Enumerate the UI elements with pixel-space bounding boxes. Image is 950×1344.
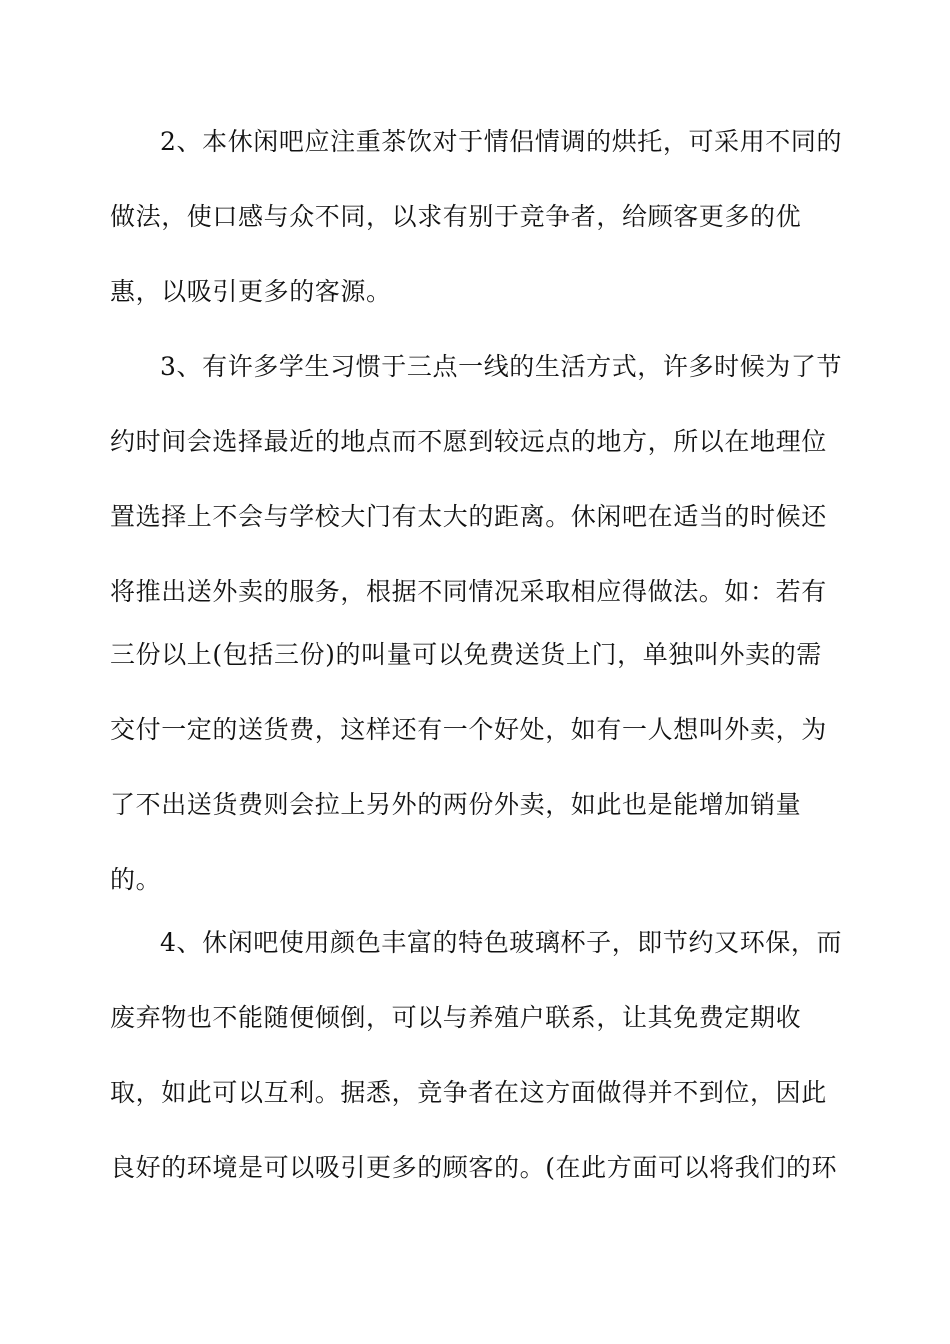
text-line: 4、休闲吧使用颜色丰富的特色玻璃杯子，即节约又环保，而: [160, 928, 843, 957]
text-line: 良好的环境是可以吸引更多的顾客的。(在此方面可以将我们的环: [110, 1153, 838, 1182]
text-line: 惠，以吸引更多的客源。: [110, 277, 392, 306]
text-line: 三份以上(包括三份)的叫量可以免费送货上门，单独叫外卖的需: [110, 640, 822, 669]
text-line: 做法，使口感与众不同，以求有别于竞争者，给顾客更多的优: [110, 202, 802, 231]
text-line: 了不出送货费则会拉上另外的两份外卖，如此也是能增加销量: [110, 790, 802, 819]
text-line: 交付一定的送货费，这样还有一个好处，如有一人想叫外卖，为: [110, 715, 827, 744]
text-line: 置选择上不会与学校大门有太大的距离。休闲吧在适当的时候还: [110, 502, 827, 531]
text-line: 的。: [110, 865, 162, 894]
text-line: 3、有许多学生习惯于三点一线的生活方式，许多时候为了节: [160, 352, 843, 381]
text-line: 2、本休闲吧应注重茶饮对于情侣情调的烘托，可采用不同的: [160, 127, 843, 156]
text-line: 取，如此可以互利。据悉，竞争者在这方面做得并不到位，因此: [110, 1078, 827, 1107]
text-line: 约时间会选择最近的地点而不愿到较远点的地方，所以在地理位: [110, 427, 827, 456]
text-line: 废弃物也不能随便倾倒，可以与养殖户联系，让其免费定期收: [110, 1003, 802, 1032]
text-line: 将推出送外卖的服务，根据不同情况采取相应得做法。如：若有: [110, 577, 827, 606]
